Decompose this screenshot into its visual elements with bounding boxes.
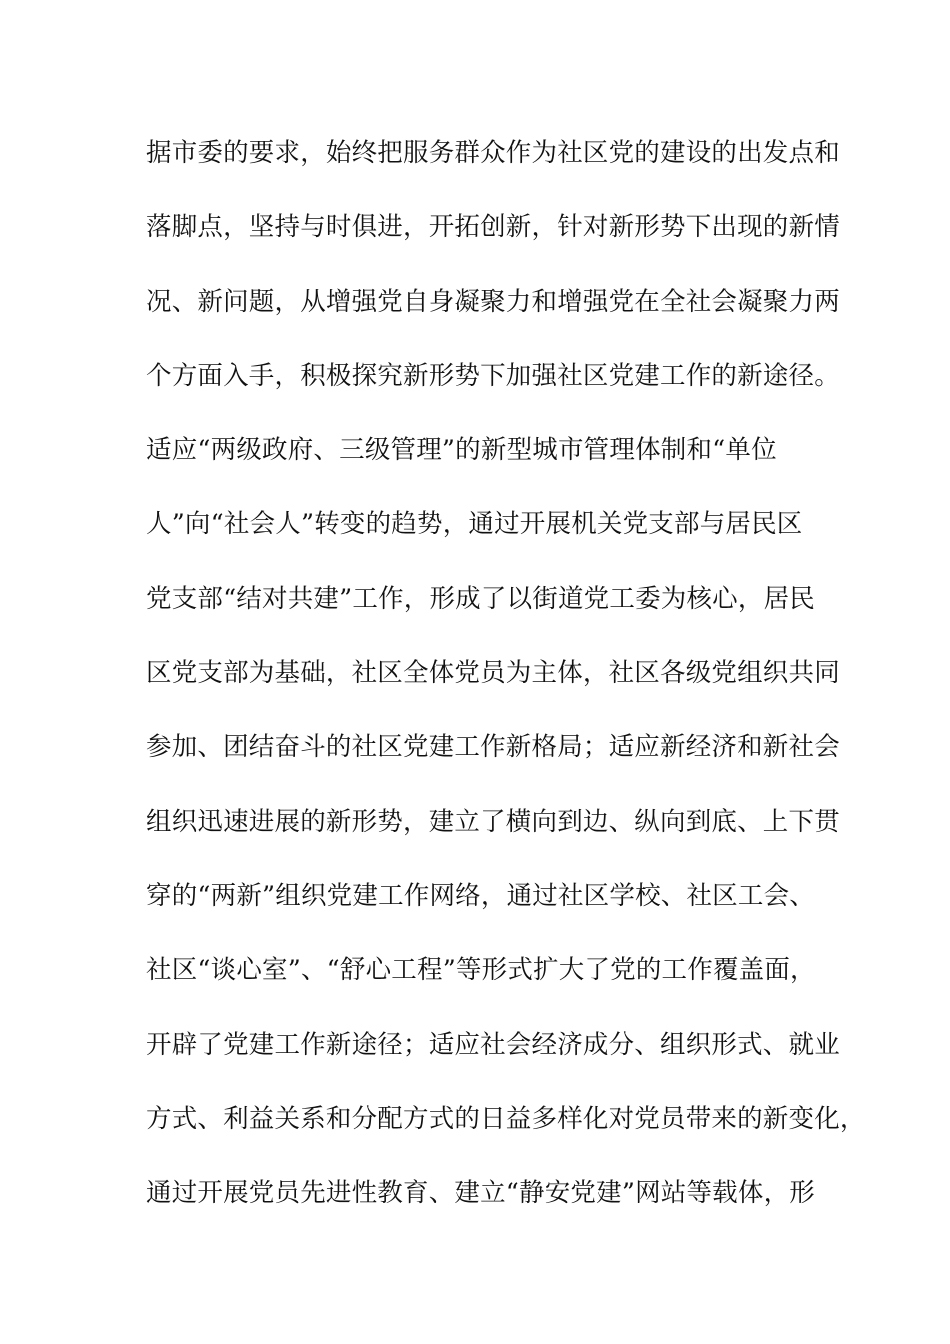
text-line: 个方面入手，积极探究新形势下加强社区党建工作的新途径。	[146, 360, 840, 391]
text-line: 穿的“两新”组织党建工作网络，通过社区学校、社区工会、	[146, 880, 815, 911]
text-line: 况、新问题，从增强党自身凝聚力和增强党在全社会凝聚力两	[146, 286, 840, 317]
text-line: 落脚点，坚持与时俱进，开拓创新，针对新形势下出现的新情	[146, 212, 840, 243]
text-line: 区党支部为基础，社区全体党员为主体，社区各级党组织共同	[146, 658, 840, 689]
text-line: 党支部“结对共建”工作，形成了以街道党工委为核心，居民	[146, 583, 815, 614]
text-line: 适应“两级政府、三级管理”的新型城市管理体制和“单位	[146, 435, 777, 466]
text-line: 据市委的要求，始终把服务群众作为社区党的建设的出发点和	[146, 138, 840, 168]
text-line: 通过开展党员先进性教育、建立“静安党建”网站等载体，形	[146, 1178, 815, 1209]
text-line: 开辟了党建工作新途径；适应社会经济成分、组织形式、就业	[146, 1029, 840, 1060]
text-line: 社区“谈心室”、“舒心工程”等形式扩大了党的工作覆盖面，	[146, 955, 816, 986]
text-line: 方式、利益关系和分配方式的日益多样化对党员带来的新变化，	[146, 1103, 866, 1134]
text-line: 人”向“社会人”转变的趋势，通过开展机关党支部与居民区	[146, 509, 803, 540]
text-line: 参加、团结奋斗的社区党建工作新格局；适应新经济和新社会	[146, 732, 840, 763]
body-text	[146, 131, 866, 1245]
text-line: 组织迅速进展的新形势，建立了横向到边、纵向到底、上下贯	[146, 806, 840, 837]
